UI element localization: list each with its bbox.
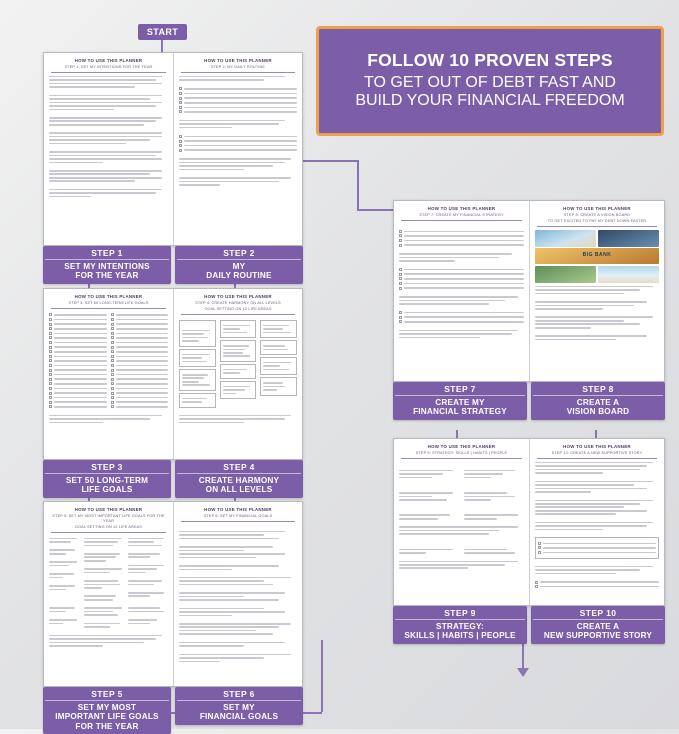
page-step-10 (529, 439, 664, 605)
spread-step-7-8[interactable] (393, 200, 665, 382)
step-2-plate[interactable] (175, 246, 303, 284)
page-step-7 (394, 201, 529, 381)
connector-step8-down (595, 430, 597, 438)
step-number: STEP 4 (177, 462, 301, 474)
divider (181, 521, 295, 522)
step-label: SET MY MOST IMPORTANT LIFE GOALS FOR THE YEAR (55, 703, 159, 731)
step-label: STRATEGY: SKILLS | HABITS | PEOPLE (404, 622, 516, 641)
page-title: HOW TO USE THIS PLANNER (74, 58, 143, 63)
vision-board-collage (535, 230, 659, 283)
page-subtitle: STEP 9: STRATEGY: SKILLS | HABITS | PEOPLE (415, 450, 508, 455)
divider (51, 308, 166, 309)
vision-photo-pool (598, 266, 659, 283)
step-number: STEP 3 (45, 462, 169, 474)
page-subtitle: STEP 5: SET MY MOST IMPORTANT LIFE GOALS FOR THE YEAR (52, 513, 165, 523)
connector-right-into-spread4 (357, 209, 393, 211)
step-label: CREATE HARMONY ON ALL LEVELS (198, 476, 280, 495)
page-step-6 (173, 502, 302, 686)
step-number: STEP 8 (533, 384, 663, 396)
page-subtitle-2: TO GET EXCITED TO PAY MY DEBT DOWN FASTER (547, 218, 647, 223)
connector-start-to-spread1 (161, 40, 163, 52)
vision-photo-car (535, 248, 659, 264)
page-title: HOW TO USE THIS PLANNER (204, 507, 272, 512)
spread-step-9-10[interactable] (393, 438, 665, 606)
step-label: SET 50 LONG-TERM LIFE GOALS (65, 476, 149, 495)
divider (181, 72, 295, 73)
page-subtitle-2: GOAL SETTING ON 12 LIFE AREAS (74, 524, 143, 529)
page-subtitle: STEP 1: SET MY INTENTIONS FOR THE YEAR (64, 64, 153, 69)
divider (537, 458, 657, 459)
connector-top-to-right-v (357, 160, 359, 210)
spread-step-5-6[interactable] (43, 501, 303, 687)
page-subtitle: STEP 7: CREATE MY FINANCIAL STRATEGY (419, 212, 504, 217)
step-4-plate[interactable] (175, 460, 303, 498)
connector-bottom-right-v (321, 640, 323, 712)
connector-top-to-right-h (303, 160, 358, 162)
step-number: STEP 6 (177, 689, 301, 701)
page-subtitle-2: GOAL SETTING ON 12 LIFE AREAS (204, 306, 272, 311)
page-title: HOW TO USE THIS PLANNER (74, 294, 143, 299)
page-step-9 (394, 439, 529, 605)
page-title: HOW TO USE THIS PLANNER (74, 507, 143, 512)
step-number: STEP 2 (177, 248, 301, 260)
spread-step-1-2[interactable] (43, 52, 303, 246)
page-step-8 (529, 201, 664, 381)
page-step-1 (44, 53, 173, 245)
page-title: HOW TO USE THIS PLANNER (427, 206, 496, 211)
divider (401, 220, 522, 221)
step-number: STEP 7 (395, 384, 525, 396)
divider (181, 314, 295, 315)
page-step-2 (173, 53, 302, 245)
page-title: HOW TO USE THIS PLANNER (204, 58, 272, 63)
step-10-plate[interactable] (531, 606, 665, 644)
vision-photo-nature (535, 266, 596, 283)
step-label: MY DAILY ROUTINE (206, 262, 272, 281)
step-label: CREATE A NEW SUPPORTIVE STORY (543, 622, 653, 641)
start-badge: START (138, 24, 187, 40)
vision-photo-city (598, 230, 659, 247)
vision-photo-beach (535, 230, 596, 247)
vision-photo-car-text: BIG BANK (582, 252, 612, 259)
spread-step-3-4[interactable] (43, 288, 303, 460)
divider (51, 72, 166, 73)
divider (401, 458, 522, 459)
step-8-plate[interactable] (531, 382, 665, 420)
step-9-plate[interactable] (393, 606, 527, 644)
step-label: CREATE A VISION BOARD (566, 398, 630, 417)
page-subtitle: STEP 4: CREATE HARMONY ON ALL LEVELS (195, 300, 281, 305)
step-6-plate[interactable] (175, 687, 303, 725)
divider (51, 532, 166, 533)
step-label: SET MY INTENTIONS FOR THE YEAR (64, 262, 150, 281)
page-subtitle: STEP 6: SET MY FINANCIAL GOALS (203, 513, 273, 518)
step-5-plate[interactable] (43, 687, 171, 734)
page-step-4 (173, 289, 302, 459)
page-title: HOW TO USE THIS PLANNER (563, 206, 631, 211)
step-7-plate[interactable] (393, 382, 527, 420)
step-number: STEP 5 (45, 689, 169, 701)
banner-line-1: FOLLOW 10 PROVEN STEPS (367, 50, 613, 71)
step-label: SET MY FINANCIAL GOALS (199, 703, 279, 722)
page-title: HOW TO USE THIS PLANNER (204, 294, 272, 299)
page-subtitle: STEP 8: CREATE A VISION BOARD (563, 212, 631, 217)
step-number: STEP 9 (395, 608, 525, 620)
divider (537, 226, 657, 227)
step-label: CREATE MY FINANCIAL STRATEGY (413, 398, 507, 417)
banner-line-2: TO GET OUT OF DEBT FAST AND (364, 73, 616, 91)
header-banner (316, 26, 664, 136)
step-number: STEP 1 (45, 248, 169, 260)
page-step-5 (44, 502, 173, 686)
step-number: STEP 10 (533, 608, 663, 620)
connector-step7-down (456, 430, 458, 438)
step-3-plate[interactable] (43, 460, 171, 498)
step-1-plate[interactable] (43, 246, 171, 284)
page-subtitle: STEP 2: MY DAILY ROUTINE (210, 64, 266, 69)
page-title: HOW TO USE THIS PLANNER (427, 444, 496, 449)
banner-line-3: BUILD YOUR FINANCIAL FREEDOM (355, 92, 625, 110)
page-subtitle: STEP 10: CREATE A NEW SUPPORTIVE STORY (551, 450, 643, 455)
page-step-3 (44, 289, 173, 459)
final-arrow-icon (517, 668, 529, 677)
page-subtitle: STEP 3: SET 50 LONG-TERM LIFE GOALS (68, 300, 149, 305)
page-title: HOW TO USE THIS PLANNER (563, 444, 631, 449)
